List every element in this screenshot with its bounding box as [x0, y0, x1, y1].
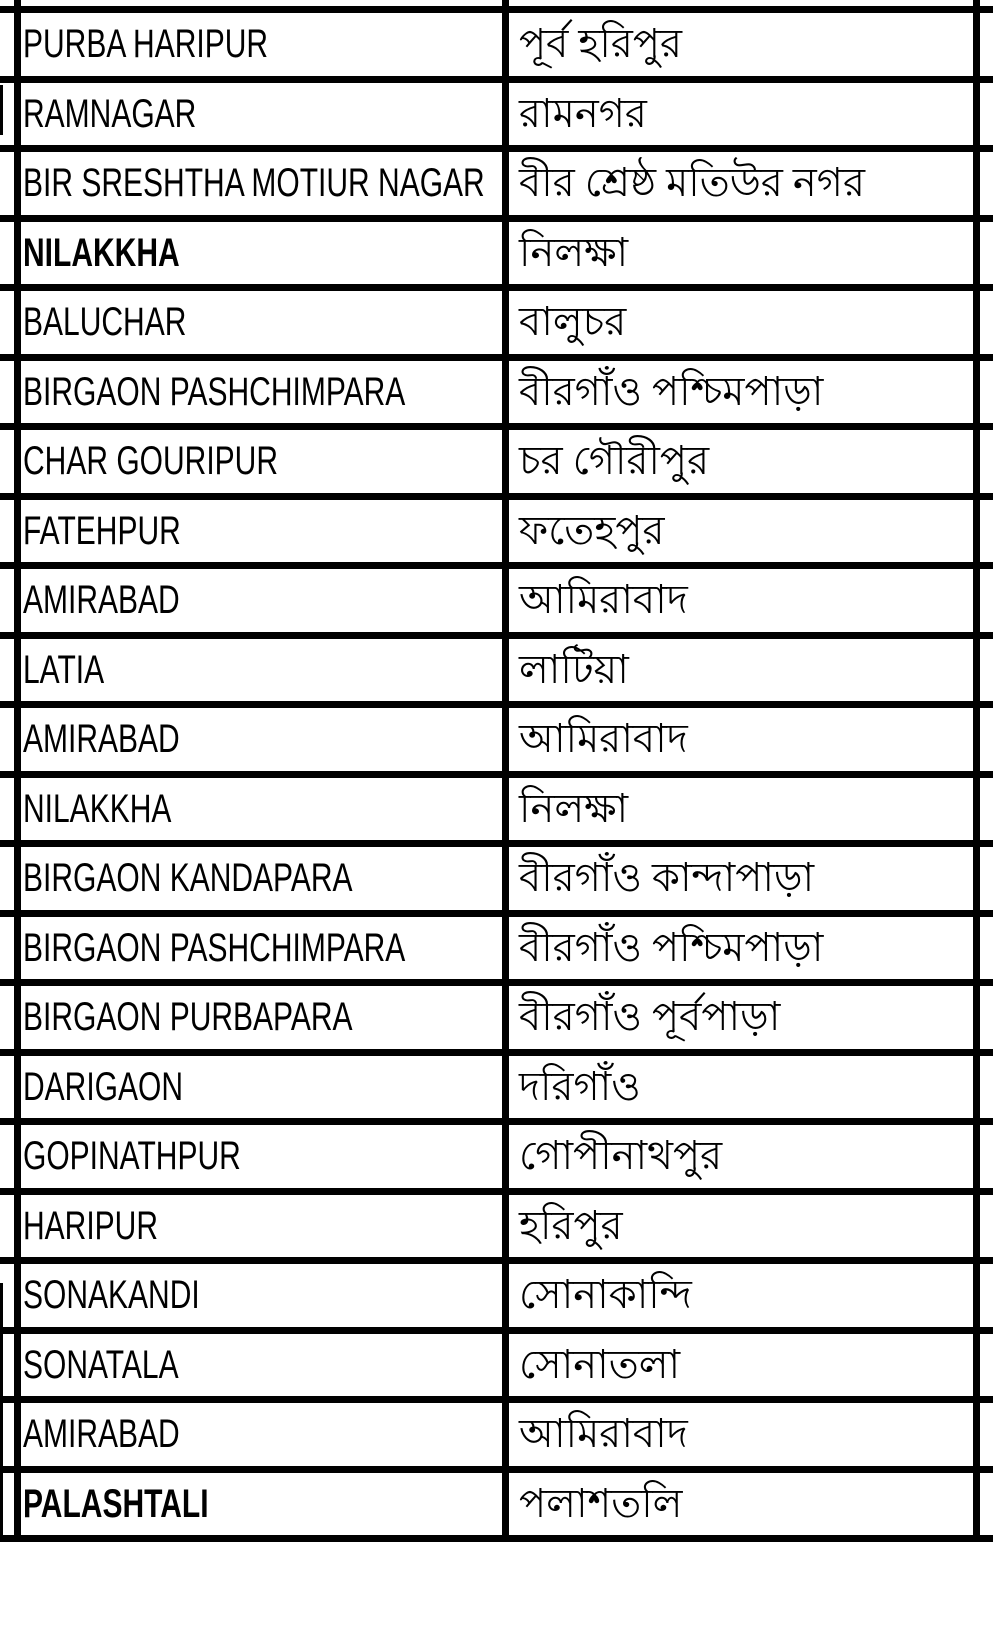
- table-cell-bengali: [509, 1056, 980, 1119]
- table-cell-bengali: [509, 83, 980, 146]
- table-row: [0, 847, 993, 917]
- english-place-name: BIR SRESHTHA MOTIUR NAGAR: [23, 161, 485, 206]
- table-cell-left-sliver: [0, 1473, 21, 1536]
- table-cell-english: [21, 222, 509, 285]
- table-cell-bengali: [509, 430, 980, 493]
- table-row: [0, 778, 993, 848]
- bengali-place-name: ফতেহপুর: [519, 507, 665, 553]
- table-cell-english: [21, 986, 509, 1049]
- table-row: [0, 500, 993, 570]
- table-cell-english: [21, 1334, 509, 1397]
- table-cell-right-sliver: [980, 639, 993, 702]
- table-cell-left-sliver: [0, 1334, 21, 1397]
- table-cell-bengali: [509, 1125, 980, 1188]
- table-cell-bengali: [509, 986, 980, 1049]
- table-row: [0, 708, 993, 778]
- bengali-place-name: রামনগর: [519, 90, 647, 136]
- table-cell-right-sliver: [980, 1056, 993, 1119]
- table-row: [0, 1195, 993, 1265]
- table-cell-left-sliver: [0, 0, 21, 6]
- table-cell-english: [21, 0, 509, 6]
- bengali-place-name: আমিরাবাদ: [519, 577, 688, 623]
- table-cell-bengali: [509, 222, 980, 285]
- table-cell-left-sliver: [0, 708, 21, 771]
- table-cell-english: [21, 569, 509, 632]
- table-cell-left-sliver: [0, 917, 21, 980]
- table-cell-left-sliver: [0, 1195, 21, 1258]
- english-place-name: BIRGAON PURBAPARA: [23, 995, 353, 1040]
- table-cell-english: [21, 847, 509, 910]
- table-cell-left-sliver: [0, 639, 21, 702]
- bengali-place-name: লাটিয়া: [519, 646, 629, 692]
- table-cell-left-sliver: [0, 1403, 21, 1466]
- table-cell-bengali: [509, 500, 980, 563]
- table-row: [0, 83, 993, 153]
- table-cell-english: [21, 83, 509, 146]
- english-place-name: AMIRABAD: [23, 717, 180, 762]
- table-cell-english: [21, 1473, 509, 1536]
- table-cell-right-sliver: [980, 778, 993, 841]
- table-cell-english: [21, 500, 509, 563]
- bengali-place-name: আমিরাবাদ: [519, 1411, 688, 1457]
- table-row: [0, 152, 993, 222]
- bengali-place-name: নিলক্ষা: [519, 785, 629, 831]
- bengali-place-name: হরিপুর: [519, 1202, 623, 1248]
- table-cell-bengali: [509, 708, 980, 771]
- table-cell-right-sliver: [980, 0, 993, 6]
- table-cell-right-sliver: [980, 569, 993, 632]
- english-place-name: RAMNAGAR: [23, 91, 197, 136]
- table-row: [0, 222, 993, 292]
- table-cell-left-sliver: [0, 13, 21, 76]
- table-row: [0, 639, 993, 709]
- table-cell-left-sliver: [0, 291, 21, 354]
- table-cell-right-sliver: [980, 430, 993, 493]
- bengali-place-name: চর গৌরীপুর: [519, 438, 710, 484]
- table-cell-right-sliver: [980, 1473, 993, 1536]
- table-cell-right-sliver: [980, 917, 993, 980]
- table-row: [0, 917, 993, 987]
- table-row: [0, 291, 993, 361]
- table-cell-bengali: [509, 917, 980, 980]
- english-place-name: BIRGAON PASHCHIMPARA: [23, 369, 406, 414]
- table-cell-left-sliver: [0, 430, 21, 493]
- table-row: [0, 1125, 993, 1195]
- table-cell-left-sliver: [0, 83, 21, 146]
- table-cell-bengali: [509, 569, 980, 632]
- table-row: [0, 1264, 993, 1334]
- table-cell-left-sliver: [0, 569, 21, 632]
- table-cell-english: [21, 639, 509, 702]
- table-row: [0, 361, 993, 431]
- english-place-name: LATIA: [23, 647, 105, 692]
- bengali-place-name: আমিরাবাদ: [519, 716, 688, 762]
- english-place-name: BALUCHAR: [23, 300, 187, 345]
- english-place-name: BIRGAON KANDAPARA: [23, 856, 353, 901]
- english-place-name: SONAKANDI: [23, 1273, 200, 1318]
- table-cell-right-sliver: [980, 152, 993, 215]
- bengali-place-name: গোপীনাথপুর: [519, 1133, 723, 1179]
- bengali-place-name: পলাশতলি: [519, 1480, 683, 1526]
- table-cell-bengali: [509, 361, 980, 424]
- table-cell-right-sliver: [980, 708, 993, 771]
- table-outer-left-border-segment: [0, 1283, 3, 1535]
- table-cell-english: [21, 708, 509, 771]
- english-place-name: GOPINATHPUR: [23, 1134, 241, 1179]
- english-place-name: PURBA HARIPUR: [23, 22, 269, 67]
- table-cell-english: [21, 1056, 509, 1119]
- english-place-name: PALASHTALI: [23, 1481, 209, 1526]
- bengali-place-name: বালুচর: [519, 299, 627, 345]
- table-row-partial-top: [0, 0, 993, 13]
- table-cell-english: [21, 361, 509, 424]
- english-place-name: NILAKKHA: [23, 786, 172, 831]
- table-cell-bengali: [509, 1264, 980, 1327]
- table-row: [0, 1403, 993, 1473]
- table-cell-bengali: [509, 152, 980, 215]
- table-cell-english: [21, 430, 509, 493]
- table-outer-left-border-segment: [0, 85, 3, 135]
- table-cell-left-sliver: [0, 1125, 21, 1188]
- english-place-name: AMIRABAD: [23, 578, 180, 623]
- table-row: [0, 1473, 993, 1543]
- english-place-name: BIRGAON PASHCHIMPARA: [23, 925, 406, 970]
- table-cell-right-sliver: [980, 986, 993, 1049]
- table-cell-right-sliver: [980, 361, 993, 424]
- table-cell-right-sliver: [980, 847, 993, 910]
- table-cell-left-sliver: [0, 986, 21, 1049]
- table-cell-right-sliver: [980, 1334, 993, 1397]
- table-cell-bengali: [509, 1195, 980, 1258]
- table-cell-bengali: [509, 847, 980, 910]
- table-cell-bengali: [509, 639, 980, 702]
- table-cell-english: [21, 1403, 509, 1466]
- bengali-place-name: বীর শ্রেষ্ঠ মতিউর নগর: [519, 160, 865, 206]
- table-row: [0, 1334, 993, 1404]
- table-cell-left-sliver: [0, 361, 21, 424]
- table-row: [0, 569, 993, 639]
- table-cell-right-sliver: [980, 1125, 993, 1188]
- table-cell-right-sliver: [980, 1264, 993, 1327]
- table-row: [0, 1056, 993, 1126]
- english-place-name: FATEHPUR: [23, 508, 181, 553]
- table-cell-right-sliver: [980, 1403, 993, 1466]
- table-cell-right-sliver: [980, 13, 993, 76]
- table-cell-left-sliver: [0, 222, 21, 285]
- english-place-name: NILAKKHA: [23, 230, 180, 275]
- table-row: [0, 13, 993, 83]
- table-cell-left-sliver: [0, 500, 21, 563]
- english-place-name: DARIGAON: [23, 1064, 184, 1109]
- bengali-place-name: সোনাকান্দি: [519, 1272, 692, 1318]
- english-place-name: AMIRABAD: [23, 1412, 180, 1457]
- table-row: [0, 430, 993, 500]
- table-cell-bengali: [509, 1334, 980, 1397]
- english-place-name: CHAR GOURIPUR: [23, 439, 279, 484]
- table-cell-english: [21, 1195, 509, 1258]
- table-cell-left-sliver: [0, 847, 21, 910]
- table-cell-right-sliver: [980, 1195, 993, 1258]
- table-cell-left-sliver: [0, 152, 21, 215]
- table-cell-english: [21, 1125, 509, 1188]
- table-cell-left-sliver: [0, 1264, 21, 1327]
- table-cell-bengali: [509, 778, 980, 841]
- bengali-place-name: বীরগাঁও পূর্বপাড়া: [519, 994, 781, 1040]
- table-cell-left-sliver: [0, 1056, 21, 1119]
- table-cell-english: [21, 1264, 509, 1327]
- english-place-name: SONATALA: [23, 1342, 179, 1387]
- table-row: [0, 986, 993, 1056]
- table-cell-left-sliver: [0, 778, 21, 841]
- table-cell-bengali: [509, 1403, 980, 1466]
- table-cell-english: [21, 13, 509, 76]
- table-cell-bengali: [509, 0, 980, 6]
- bengali-place-name: পূর্ব হরিপুর: [519, 21, 683, 67]
- table-cell-bengali: [509, 13, 980, 76]
- bengali-place-name: বীরগাঁও কান্দাপাড়া: [519, 855, 815, 901]
- english-place-name: HARIPUR: [23, 1203, 159, 1248]
- table-cell-english: [21, 291, 509, 354]
- bengali-place-name: সোনাতলা: [519, 1341, 681, 1387]
- bengali-place-name: বীরগাঁও পশ্চিমপাড়া: [519, 368, 824, 414]
- table-cell-english: [21, 917, 509, 980]
- table-cell-english: [21, 152, 509, 215]
- bengali-place-name: বীরগাঁও পশ্চিমপাড়া: [519, 924, 824, 970]
- table-cell-right-sliver: [980, 222, 993, 285]
- bengali-place-name: দরিগাঁও: [519, 1063, 641, 1109]
- bengali-place-name: নিলক্ষা: [519, 229, 629, 275]
- table-cell-right-sliver: [980, 500, 993, 563]
- table-cell-bengali: [509, 291, 980, 354]
- table-cell-bengali: [509, 1473, 980, 1536]
- table-cell-right-sliver: [980, 291, 993, 354]
- table-cell-english: [21, 778, 509, 841]
- table-cell-right-sliver: [980, 83, 993, 146]
